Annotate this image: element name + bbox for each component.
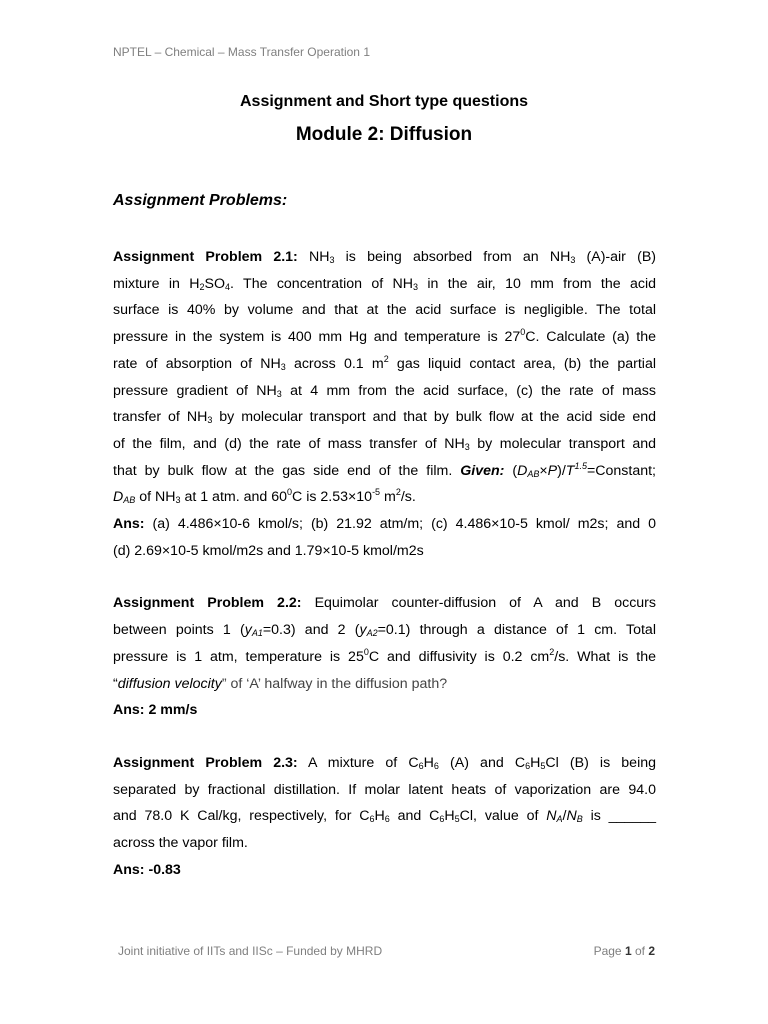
text-line: and 78.0 K Cal/kg, respectively, for $C_6H_6$ and $C_6H_5Cl$, value of $N_A/N_B$ is ______ (113, 808, 656, 825)
text-line: pressure in the system is 400 mm Hg and temperature is $27^0C$. Calculate (a) the (113, 327, 656, 346)
problem-label: Assignment Problem 2.1: (113, 249, 298, 265)
answer-line: Ans: -0.83 (113, 861, 181, 878)
module-title: Module 2: Diffusion (295, 124, 473, 145)
document-title: Assignment and Short type questions (239, 93, 529, 110)
document-body (113, 244, 656, 883)
text-line: that by bulk flow at the gas side end of the film. Given: $(D_{AB}\times P)/T^{1.5}=Constant$; (113, 460, 656, 479)
problem-2-3 (113, 750, 656, 884)
section-heading: Assignment Problems: (113, 192, 288, 209)
text-line: $D_{AB}$ of $NH_3$ at 1 atm. and $60^0C$ is $2.53\times 10^{-5}$ $m^2/s$. (113, 487, 416, 506)
answer-label: Ans: (113, 516, 145, 533)
text-line: mixture in $H_2SO_4$. The concentration of $NH_3$ in the air, 10 mm from the acid (113, 275, 656, 292)
problem-2-1 (113, 244, 656, 564)
text-line: “diffusion velocity” of ‘A’ halfway in the diffusion path? (113, 675, 448, 692)
text-line: separated by fractional distillation. If molar latent heats of vaporization are 94.0 (113, 781, 656, 798)
text-line: pressure gradient of $NH_3$ at 4 mm from the acid surface, (c) the rate of mass (113, 382, 656, 399)
text-line: Assignment Problem 2.1: $NH_3$ is being absorbed from an $NH_3$ (A)-air (B) (113, 249, 657, 265)
footer-credit: Joint initiative of IITs and IISc – Funded by MHRD (118, 944, 383, 958)
answer-line: (d) 2.69×10-5 kmol/m2s and 1.79×10-5 kmol/m2s (113, 542, 424, 559)
text-line: across the vapor film. (113, 835, 248, 852)
text-line: transfer of $NH_3$ by molecular transport and that by bulk flow at the acid side end (113, 409, 656, 426)
problem-label: Assignment Problem 2.3: (113, 754, 298, 771)
answer-line: Ans: 2 mm/s (113, 702, 198, 719)
text-line: rate of absorption of $NH_3$ across 0.1 $m^2$ gas liquid contact area, (b) the partial (113, 353, 656, 372)
page-header: NPTEL – Chemical – Mass Transfer Operation 1 (113, 45, 370, 59)
text-line: surface is 40% by volume and that at the acid surface is negligible. The total (113, 302, 656, 319)
text-line: Assignment Problem 2.2: Equimolar counter-diffusion of A and B occurs (113, 595, 657, 612)
text-line: pressure is 1 atm, temperature is $25^0C$ and diffusivity is 0.2 $cm^2/s$. What is the (113, 646, 657, 665)
text-line: Assignment Problem 2.3: A mixture of $C_6H_6$ (A) and $C_6H_5Cl$ (B) is being (113, 754, 656, 771)
text-line: of the film, and (d) the rate of mass transfer of $NH_3$ by molecular transport and (113, 435, 656, 452)
given-label: Given: (460, 462, 505, 479)
page-number: Page 1 of 2 (593, 944, 655, 958)
problem-label: Assignment Problem 2.2: (113, 595, 302, 612)
text-line: between points 1 $(y_{A1}=0.3)$ and 2 $(y_{A2}=0.1)$ through a distance of 1 cm. Total (113, 622, 656, 639)
answer-line: Ans: (a) 4.486×10-6 kmol/s; (b) 21.92 atm/m; (c) 4.486×10-5 kmol/ m2s; and 0 (113, 516, 656, 533)
problem-2-2 (113, 590, 656, 724)
